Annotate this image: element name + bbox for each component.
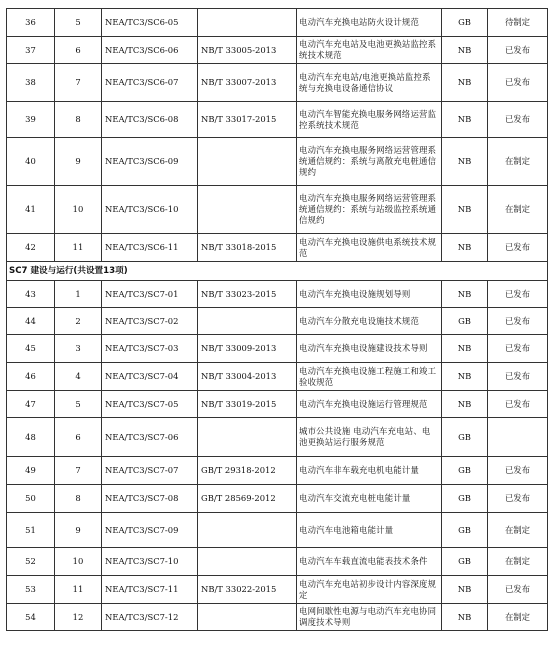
cell-plan-code: NEA/TC3/SC6-06	[102, 37, 198, 64]
cell-category: NB	[442, 186, 488, 234]
table-body-sc6	[7, 9, 548, 262]
section-row	[7, 262, 548, 281]
table-row	[7, 138, 548, 186]
cell-std-no	[198, 9, 297, 37]
cell-status: 已发布	[488, 391, 548, 418]
cell-sub-seq: 11	[55, 234, 102, 262]
standards-table	[6, 8, 548, 631]
table-row	[7, 186, 548, 234]
cell-plan-code: NEA/TC3/SC6-05	[102, 9, 198, 37]
cell-category: NB	[442, 363, 488, 391]
cell-std-no: GB/T 29318-2012	[198, 457, 297, 485]
cell-sub-seq: 10	[55, 186, 102, 234]
table-row	[7, 281, 548, 308]
cell-seq: 40	[7, 138, 55, 186]
cell-category: GB	[442, 418, 488, 457]
cell-std-no: NB/T 33023-2015	[198, 281, 297, 308]
cell-status: 已发布	[488, 64, 548, 102]
cell-sub-seq: 11	[55, 576, 102, 604]
table-row	[7, 391, 548, 418]
cell-status: 已发布	[488, 281, 548, 308]
cell-status: 在制定	[488, 548, 548, 576]
table-row	[7, 604, 548, 631]
cell-seq: 38	[7, 64, 55, 102]
cell-seq: 49	[7, 457, 55, 485]
cell-std-no	[198, 604, 297, 631]
cell-std-name: 电动汽车充换电站防火设计规范	[297, 9, 442, 37]
cell-seq: 36	[7, 9, 55, 37]
cell-plan-code: NEA/TC3/SC6-08	[102, 102, 198, 138]
table-row	[7, 37, 548, 64]
cell-category: GB	[442, 457, 488, 485]
cell-std-name: 电动汽车智能充换电服务网络运营监控系统技术规范	[297, 102, 442, 138]
cell-category: NB	[442, 604, 488, 631]
cell-seq: 44	[7, 308, 55, 335]
cell-category: NB	[442, 576, 488, 604]
cell-plan-code: NEA/TC3/SC7-03	[102, 335, 198, 363]
table-row	[7, 234, 548, 262]
cell-seq: 51	[7, 513, 55, 548]
cell-category: NB	[442, 102, 488, 138]
cell-std-name: 城市公共设施 电动汽车充电站、电池更换站运行服务规范	[297, 418, 442, 457]
cell-plan-code: NEA/TC3/SC6-11	[102, 234, 198, 262]
cell-std-no: NB/T 33018-2015	[198, 234, 297, 262]
cell-sub-seq: 9	[55, 513, 102, 548]
cell-category: GB	[442, 308, 488, 335]
cell-category: NB	[442, 64, 488, 102]
cell-std-name: 电动汽车充换电设施建设技术导则	[297, 335, 442, 363]
cell-std-name: 电动汽车充换电设施规划导则	[297, 281, 442, 308]
cell-seq: 50	[7, 485, 55, 513]
cell-status: 已发布	[488, 485, 548, 513]
cell-plan-code: NEA/TC3/SC7-05	[102, 391, 198, 418]
cell-std-no: NB/T 33009-2013	[198, 335, 297, 363]
cell-std-name: 电动汽车充换电服务网络运营管理系统通信规约：系统与站级监控系统通信规约	[297, 186, 442, 234]
cell-plan-code: NEA/TC3/SC7-01	[102, 281, 198, 308]
cell-seq: 53	[7, 576, 55, 604]
table-row	[7, 576, 548, 604]
cell-std-no: NB/T 33004-2013	[198, 363, 297, 391]
cell-plan-code: NEA/TC3/SC7-11	[102, 576, 198, 604]
cell-seq: 41	[7, 186, 55, 234]
table-row	[7, 64, 548, 102]
cell-status: 已发布	[488, 37, 548, 64]
cell-std-name: 电动汽车非车载充电机电能计量	[297, 457, 442, 485]
table-body-sc7	[7, 281, 548, 631]
cell-sub-seq: 5	[55, 9, 102, 37]
cell-seq: 42	[7, 234, 55, 262]
cell-std-name: 电动汽车充电站及电池更换站监控系统技术规范	[297, 37, 442, 64]
cell-seq: 39	[7, 102, 55, 138]
cell-std-no: NB/T 33022-2015	[198, 576, 297, 604]
cell-plan-code: NEA/TC3/SC7-06	[102, 418, 198, 457]
cell-plan-code: NEA/TC3/SC7-08	[102, 485, 198, 513]
cell-status: 待制定	[488, 9, 548, 37]
cell-sub-seq: 4	[55, 363, 102, 391]
cell-seq: 43	[7, 281, 55, 308]
cell-status	[488, 418, 548, 457]
cell-plan-code: NEA/TC3/SC7-12	[102, 604, 198, 631]
cell-plan-code: NEA/TC3/SC7-02	[102, 308, 198, 335]
cell-std-name: 电动汽车充电站初步设计内容深度规定	[297, 576, 442, 604]
cell-sub-seq: 7	[55, 64, 102, 102]
cell-std-no: NB/T 33019-2015	[198, 391, 297, 418]
cell-plan-code: NEA/TC3/SC7-07	[102, 457, 198, 485]
cell-plan-code: NEA/TC3/SC7-04	[102, 363, 198, 391]
cell-category: NB	[442, 138, 488, 186]
cell-std-name: 电动汽车交流充电桩电能计量	[297, 485, 442, 513]
cell-plan-code: NEA/TC3/SC7-10	[102, 548, 198, 576]
cell-category: GB	[442, 513, 488, 548]
cell-status: 在制定	[488, 513, 548, 548]
cell-seq: 47	[7, 391, 55, 418]
cell-std-name: 电动汽车充换电服务网络运营管理系统通信规约：系统与离散充电桩通信规约	[297, 138, 442, 186]
cell-sub-seq: 3	[55, 335, 102, 363]
cell-std-no	[198, 418, 297, 457]
cell-category: GB	[442, 485, 488, 513]
cell-std-no: GB/T 28569-2012	[198, 485, 297, 513]
cell-std-name: 电动汽车分散充电设施技术规范	[297, 308, 442, 335]
cell-std-no	[198, 186, 297, 234]
cell-seq: 46	[7, 363, 55, 391]
table-row	[7, 457, 548, 485]
cell-sub-seq: 5	[55, 391, 102, 418]
cell-std-no: NB/T 33005-2013	[198, 37, 297, 64]
cell-std-name: 电动汽车充换电设施工程施工和竣工验收规范	[297, 363, 442, 391]
cell-std-no	[198, 308, 297, 335]
cell-seq: 52	[7, 548, 55, 576]
cell-std-no: NB/T 33007-2013	[198, 64, 297, 102]
cell-std-no: NB/T 33017-2015	[198, 102, 297, 138]
table-row	[7, 102, 548, 138]
cell-status: 已发布	[488, 102, 548, 138]
cell-seq: 45	[7, 335, 55, 363]
cell-category: NB	[442, 391, 488, 418]
cell-sub-seq: 6	[55, 37, 102, 64]
cell-status: 已发布	[488, 234, 548, 262]
section-header-sc7: SC7 建设与运行(共设置13项)	[7, 262, 548, 281]
cell-sub-seq: 8	[55, 102, 102, 138]
cell-std-no	[198, 138, 297, 186]
cell-sub-seq: 9	[55, 138, 102, 186]
cell-status: 在制定	[488, 604, 548, 631]
cell-plan-code: NEA/TC3/SC7-09	[102, 513, 198, 548]
table-row	[7, 418, 548, 457]
table-row	[7, 485, 548, 513]
cell-status: 已发布	[488, 335, 548, 363]
cell-std-name: 电网间歇性电源与电动汽车充电协同调度技术导则	[297, 604, 442, 631]
cell-sub-seq: 10	[55, 548, 102, 576]
cell-status: 在制定	[488, 186, 548, 234]
cell-std-name: 电动汽车电池箱电能计量	[297, 513, 442, 548]
cell-std-no	[198, 548, 297, 576]
table-row	[7, 548, 548, 576]
table-row	[7, 513, 548, 548]
table-row	[7, 9, 548, 37]
cell-sub-seq: 7	[55, 457, 102, 485]
cell-std-name: 电动汽车充换电设施运行管理规范	[297, 391, 442, 418]
cell-sub-seq: 12	[55, 604, 102, 631]
cell-plan-code: NEA/TC3/SC6-10	[102, 186, 198, 234]
cell-plan-code: NEA/TC3/SC6-09	[102, 138, 198, 186]
cell-category: GB	[442, 9, 488, 37]
cell-category: GB	[442, 548, 488, 576]
cell-seq: 37	[7, 37, 55, 64]
cell-std-name: 电动汽车充换电设施供电系统技术规范	[297, 234, 442, 262]
cell-plan-code: NEA/TC3/SC6-07	[102, 64, 198, 102]
cell-sub-seq: 2	[55, 308, 102, 335]
cell-status: 已发布	[488, 457, 548, 485]
cell-std-name: 电动汽车车载直流电能表技术条件	[297, 548, 442, 576]
section-group	[7, 262, 548, 281]
cell-category: NB	[442, 37, 488, 64]
cell-category: NB	[442, 281, 488, 308]
cell-seq: 48	[7, 418, 55, 457]
cell-std-name: 电动汽车充电站/电池更换站监控系统与充换电设备通信协议	[297, 64, 442, 102]
table-row	[7, 308, 548, 335]
cell-std-no	[198, 513, 297, 548]
cell-sub-seq: 8	[55, 485, 102, 513]
cell-status: 已发布	[488, 308, 548, 335]
cell-status: 在制定	[488, 138, 548, 186]
cell-category: NB	[442, 335, 488, 363]
cell-sub-seq: 6	[55, 418, 102, 457]
cell-category: NB	[442, 234, 488, 262]
cell-seq: 54	[7, 604, 55, 631]
cell-sub-seq: 1	[55, 281, 102, 308]
cell-status: 已发布	[488, 363, 548, 391]
cell-status: 已发布	[488, 576, 548, 604]
table-row	[7, 335, 548, 363]
table-row	[7, 363, 548, 391]
